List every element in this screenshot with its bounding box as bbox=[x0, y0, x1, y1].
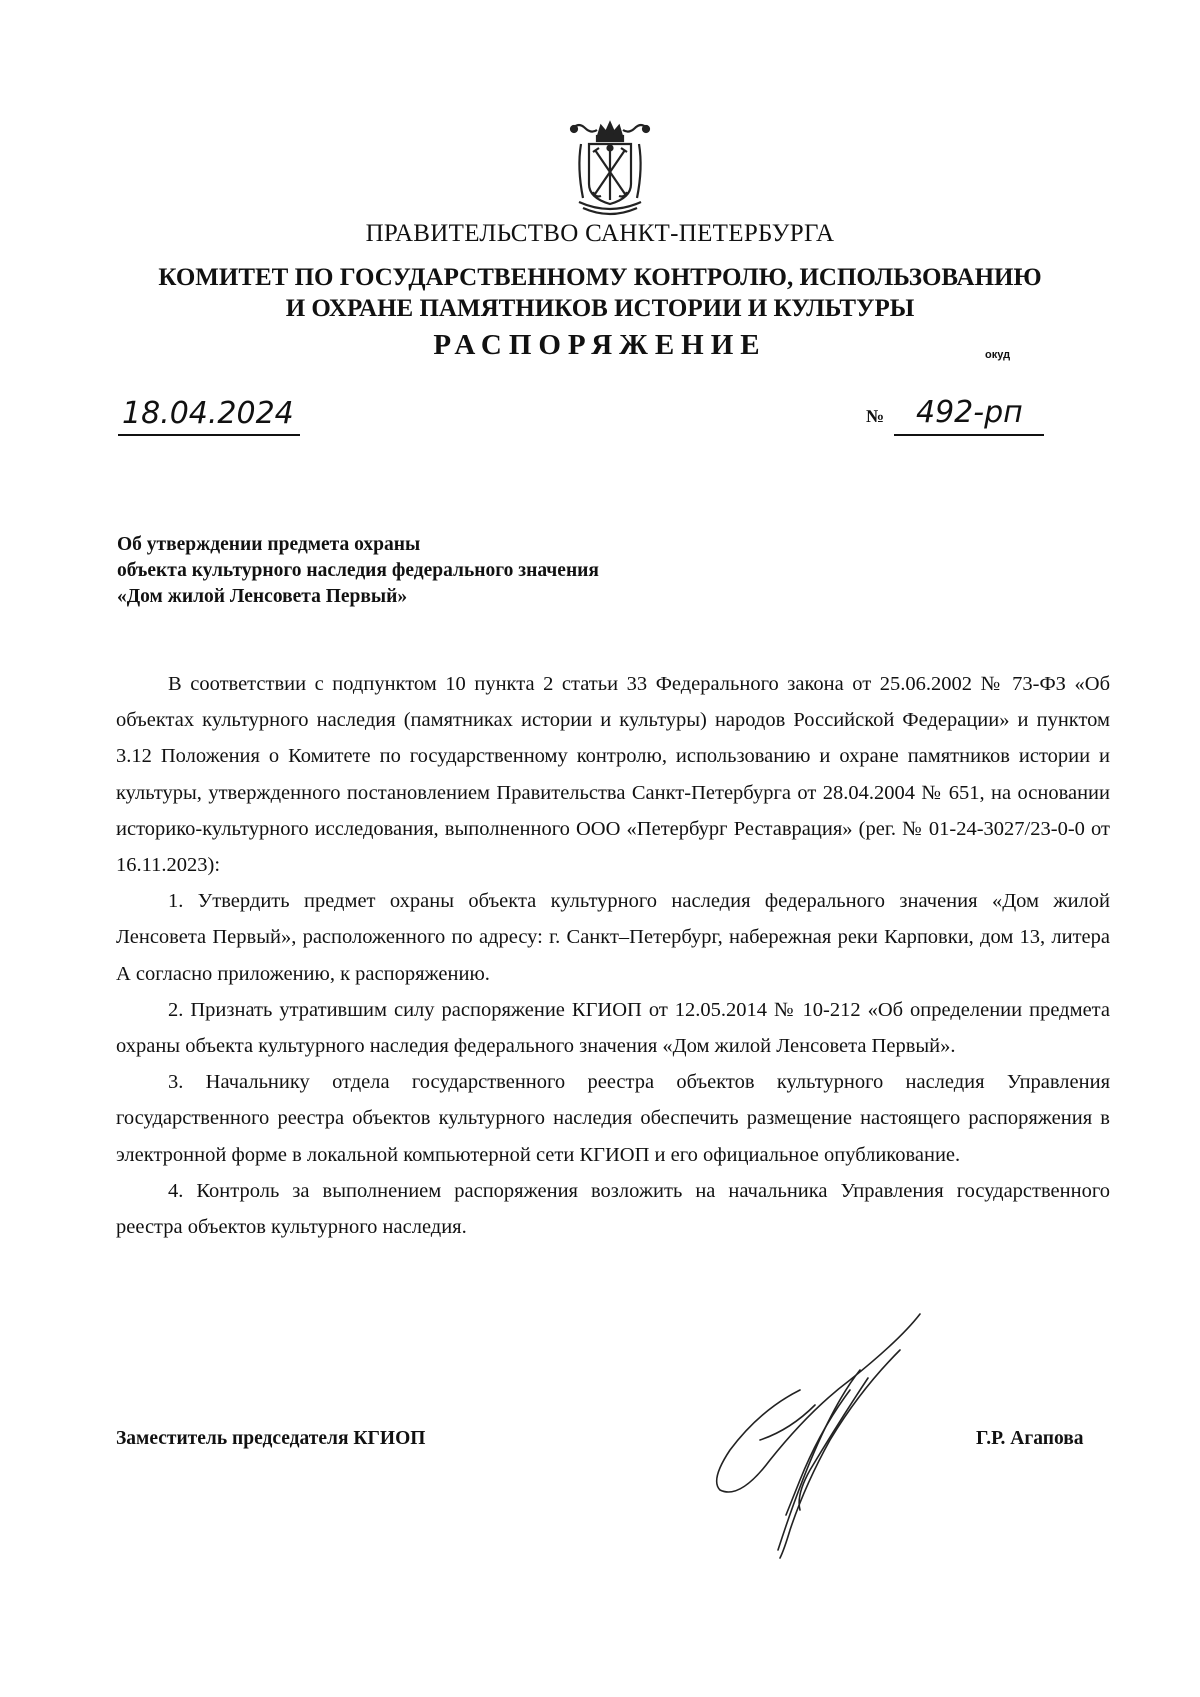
government-title: ПРАВИТЕЛЬСТВО САНКТ-ПЕТЕРБУРГА bbox=[365, 220, 835, 247]
order-number: 492-рп bbox=[894, 392, 1044, 436]
committee-name-line-1: КОМИТЕТ ПО ГОСУДАРСТВЕННОМУ КОНТРОЛЮ, ИСПОЛЬЗОВАНИЮ bbox=[158, 264, 1042, 291]
subject-line-3: «Дом жилой Ленсовета Первый» bbox=[117, 586, 408, 607]
order-date: 18.04.2024 bbox=[118, 394, 300, 436]
order-item-2: 2. Признать утратившим силу распоряжение КГИОП от 12.05.2014 № 10-212 «Об определении предмета охраны объекта культурного наследия федерального значения «Дом жилой Ленсовета Первый». bbox=[116, 998, 1110, 1058]
document-subject bbox=[117, 532, 599, 610]
signatory-position: Заместитель председателя КГИОП bbox=[116, 1428, 426, 1449]
order-item-3: 3. Начальнику отдела государственного реестра объектов культурного наследия Управления государственного реестра объектов культурного наследия обеспечить размещение настоящего распоряжения в электронной форме в локальной компьютерной сети КГИОП и его официальное опубликование. bbox=[116, 1071, 1110, 1166]
number-sign: № bbox=[866, 406, 885, 426]
signatory-name: Г.Р. Агапова bbox=[976, 1428, 1084, 1449]
handwritten-signature-icon bbox=[700, 1310, 950, 1560]
okud-label: окуд bbox=[985, 349, 1011, 361]
subject-line-2: объекта культурного наследия федерального значения bbox=[117, 560, 599, 581]
document-type-title: РАСПОРЯЖЕНИЕ bbox=[433, 329, 767, 361]
committee-name-line-2: И ОХРАНЕ ПАМЯТНИКОВ ИСТОРИИ И КУЛЬТУРЫ bbox=[285, 295, 915, 322]
committee-name bbox=[0, 262, 1200, 324]
subject-line-1: Об утверждении предмета охраны bbox=[117, 534, 421, 555]
preamble-paragraph: В соответствии с подпунктом 10 пункта 2 статьи 33 Федерального закона от 25.06.2002 № 73-ФЗ «Об объектах культурного наследия (памятниках истории и культуры) народов Российской Федерации» и пунктом 3.12 Положения о Комитете по государственному контролю, использованию и охране памятников истории и культуры, утвержденного постановлением Правительства Санкт-Петербурга от 28.04.2004 № 651, на основании историко-культурного исследования, выполненного ООО «Петербург Реставрация» (рег. № 01-24-3027/23-0-0 от 16.11.2023): bbox=[116, 673, 1110, 877]
document-body bbox=[116, 666, 1110, 1245]
coat-of-arms-icon bbox=[565, 118, 655, 218]
order-item-1: 1. Утвердить предмет охраны объекта культурного наследия федерального значения «Дом жилой Ленсовета Первый», расположенного по адресу: г. Санкт–Петербург, набережная реки Карповки, дом 13, литера А согласно приложению, к распоряжению. bbox=[116, 890, 1110, 985]
order-item-4: 4. Контроль за выполнением распоряжения возложить на начальника Управления государственного реестра объектов культурного наследия. bbox=[116, 1179, 1110, 1239]
